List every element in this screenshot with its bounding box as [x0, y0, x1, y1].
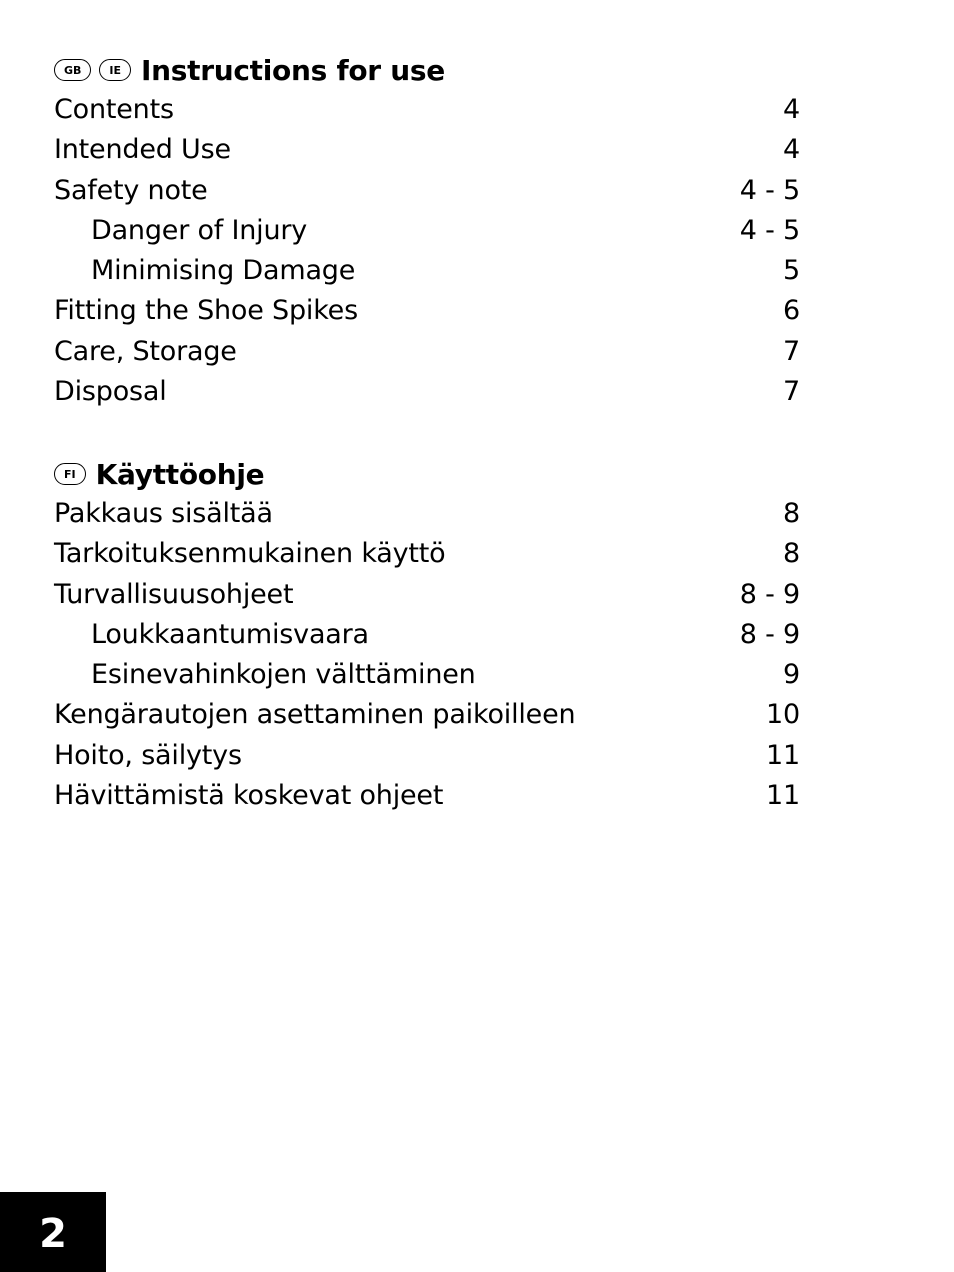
toc-subentry[interactable]	[54, 251, 800, 291]
toc-entry-page: 8 - 9	[739, 578, 800, 610]
toc-entry-label: Intended Use	[54, 134, 231, 166]
toc-entry[interactable]	[54, 130, 800, 170]
toc-entry-label: Care, Storage	[54, 335, 237, 367]
toc-entry-label: Kengärautojen asettaminen paikoilleen	[54, 699, 576, 731]
toc-entry-page: 4	[783, 94, 800, 125]
toc-entry[interactable]	[54, 494, 800, 534]
toc-entry[interactable]	[54, 291, 800, 331]
toc-entry-page: 11	[766, 739, 800, 771]
toc-entry-page: 7	[783, 335, 800, 367]
toc-entry[interactable]	[54, 736, 800, 776]
toc-entry-label: Pakkaus sisältää	[54, 498, 273, 529]
toc-subentry[interactable]	[54, 211, 800, 251]
toc-entry-label: Disposal	[54, 376, 167, 408]
toc-entry-label: Safety note	[54, 174, 208, 206]
toc-entry[interactable]	[54, 90, 800, 130]
toc-entry[interactable]	[54, 372, 800, 412]
toc-entry-page: 8 - 9	[739, 618, 800, 650]
toc-entry[interactable]	[54, 695, 800, 735]
toc-section-fi	[54, 454, 800, 816]
toc-entry-page: 5	[783, 255, 800, 287]
toc-entry-label: Esinevahinkojen välttäminen	[91, 659, 476, 691]
toc-entry[interactable]	[54, 332, 800, 372]
toc-entry-page: 6	[783, 295, 800, 327]
toc-entry-label: Hoito, säilytys	[54, 739, 242, 771]
toc-entry-page: 11	[766, 780, 800, 812]
toc-entry-label: Contents	[54, 94, 174, 125]
toc-entry-label: Loukkaantumisvaara	[91, 618, 369, 650]
toc-entry-page: 4 - 5	[739, 214, 800, 246]
toc-entry-page: 10	[766, 699, 800, 731]
toc-entry-page: 8	[783, 538, 800, 570]
toc-entry[interactable]	[54, 776, 800, 816]
section-title: Instructions for use	[141, 53, 445, 87]
page-number-box	[0, 1192, 106, 1272]
toc-entry[interactable]	[54, 534, 800, 574]
toc-entry-label: Turvallisuusohjeet	[54, 578, 294, 610]
toc-entry-label: Hävittämistä koskevat ohjeet	[54, 780, 444, 812]
toc-entry-page: 4	[783, 134, 800, 166]
toc-subentry[interactable]	[54, 615, 800, 655]
section-heading	[54, 454, 800, 494]
country-badge-gb: GB	[54, 59, 91, 81]
country-badge-fi: FI	[54, 463, 86, 485]
page-number: 2	[39, 1211, 67, 1257]
toc-entry-label: Fitting the Shoe Spikes	[54, 295, 358, 327]
country-badge-ie: IE	[99, 59, 131, 81]
toc-entry[interactable]	[54, 575, 800, 615]
toc-subentry[interactable]	[54, 655, 800, 695]
toc-entry-page: 8	[783, 498, 800, 529]
toc-entry-label: Minimising Damage	[91, 255, 356, 287]
section-heading	[54, 50, 800, 90]
toc-entry-label: Tarkoituksenmukainen käyttö	[54, 538, 446, 570]
toc-entry[interactable]	[54, 171, 800, 211]
toc-entry-page: 4 - 5	[739, 174, 800, 206]
toc-entry-label: Danger of Injury	[91, 214, 308, 246]
toc-entry-page: 9	[783, 659, 800, 691]
toc-section-gb	[54, 50, 800, 412]
toc-entry-page: 7	[783, 376, 800, 408]
section-title: Käyttöohje	[95, 457, 265, 491]
